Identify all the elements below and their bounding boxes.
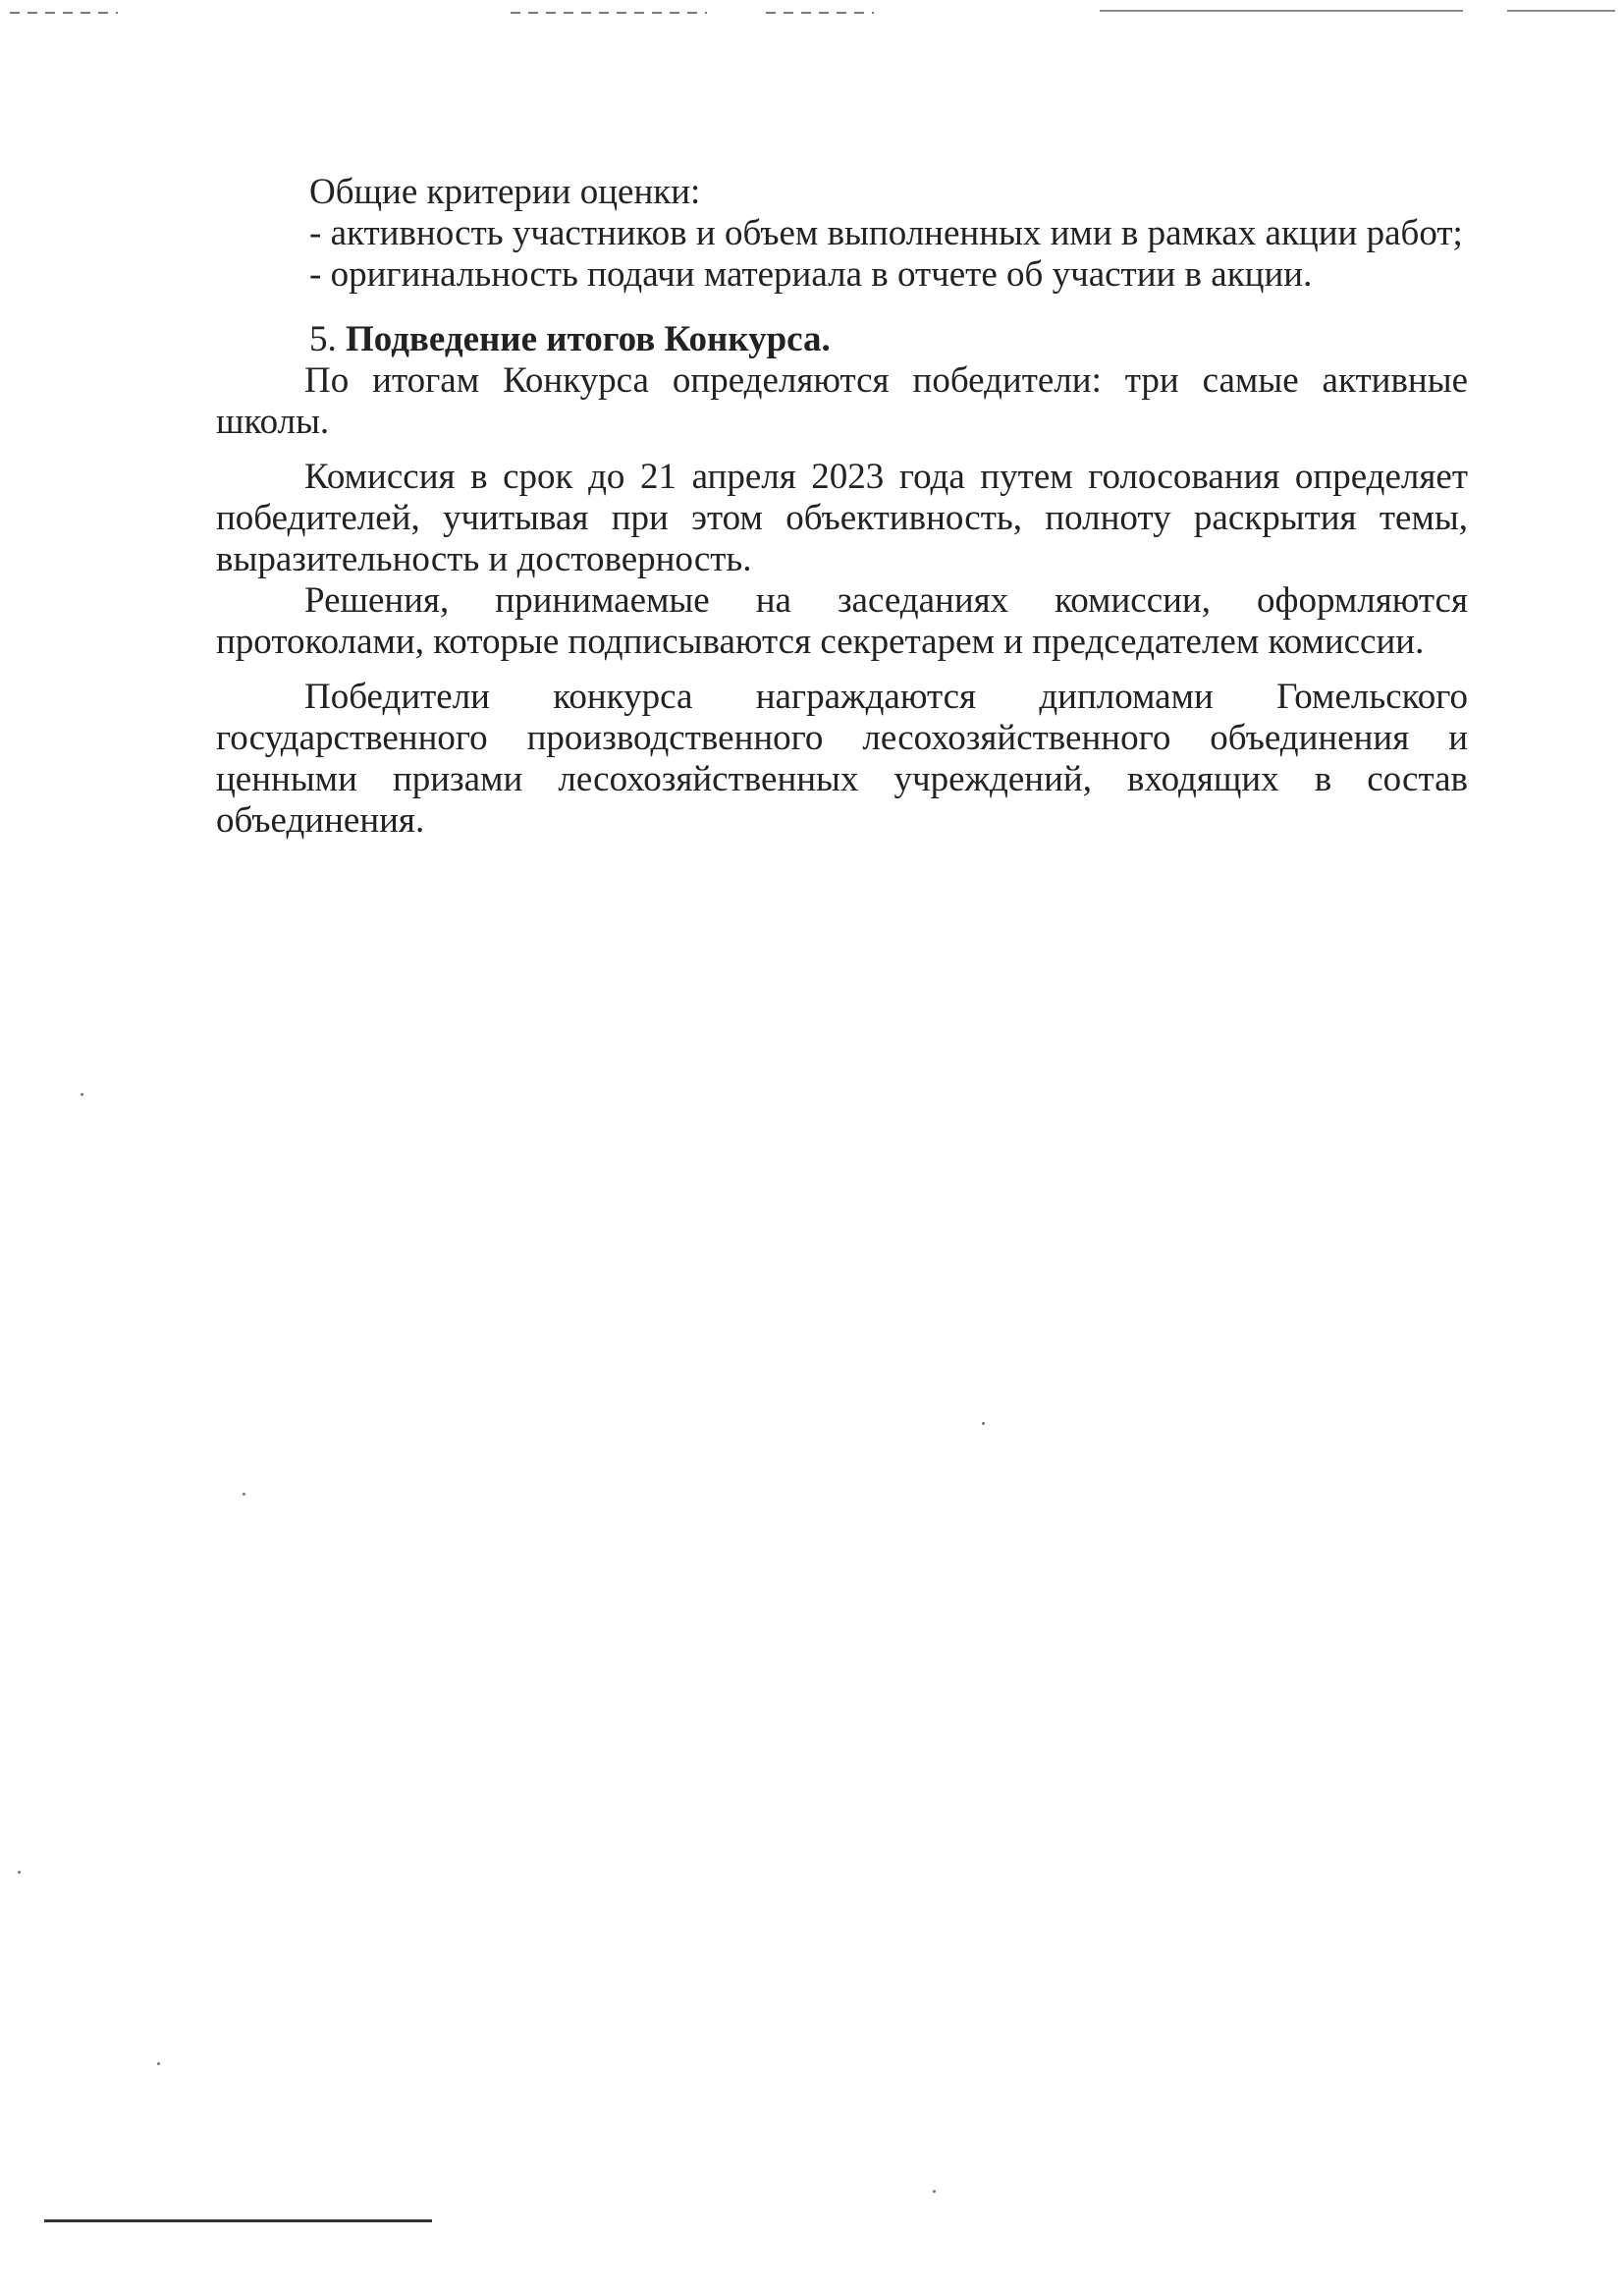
- scan-speck: [982, 1422, 985, 1425]
- scan-artifact-top: [511, 12, 707, 14]
- paragraph-winners: По итогам Конкурса определяются победители: три самые активные школы.: [216, 360, 1468, 442]
- section-heading: [221, 319, 1468, 360]
- section-number: 5.: [309, 319, 337, 359]
- scan-artifact-top: [766, 12, 874, 14]
- paragraph-awards: Победители конкурса награждаются дипломами Гомельского государственного производственного лесохозяйственного объединения и ценными призами лесохозяйственных учреждений, входящих в состав объединения.: [216, 677, 1468, 841]
- criteria-item: - оригинальность подачи материала в отчете об участии в акции.: [309, 254, 1313, 295]
- paragraph-commission: Комиссия в срок до 21 апреля 2023 года путем голосования определяет победителей, учитывая при этом объективность, полноту раскрытия темы, выразительность и достоверность.: [216, 457, 1468, 579]
- paragraph-decisions: Решения, принимаемые на заседаниях комиссии, оформляются протоколами, которые подписываются секретарем и председателем комиссии.: [216, 580, 1468, 662]
- section-title: Подведение итогов Конкурса.: [346, 319, 831, 359]
- criteria-intro: Общие критерии оценки:: [309, 172, 701, 212]
- bottom-rule: [44, 2219, 432, 2222]
- criteria-item: - активность участников и объем выполненных ими в рамках акции работ;: [309, 213, 1463, 253]
- scan-speck: [81, 1093, 83, 1096]
- scan-speck: [18, 1871, 21, 1874]
- scan-artifact-top: [1100, 10, 1463, 12]
- scan-artifact-top: [10, 12, 118, 14]
- scan-speck: [243, 1493, 245, 1496]
- document-body: [216, 172, 1468, 842]
- scan-speck: [157, 2062, 160, 2065]
- scan-speck: [933, 2190, 936, 2193]
- scan-artifact-top: [1507, 10, 1615, 12]
